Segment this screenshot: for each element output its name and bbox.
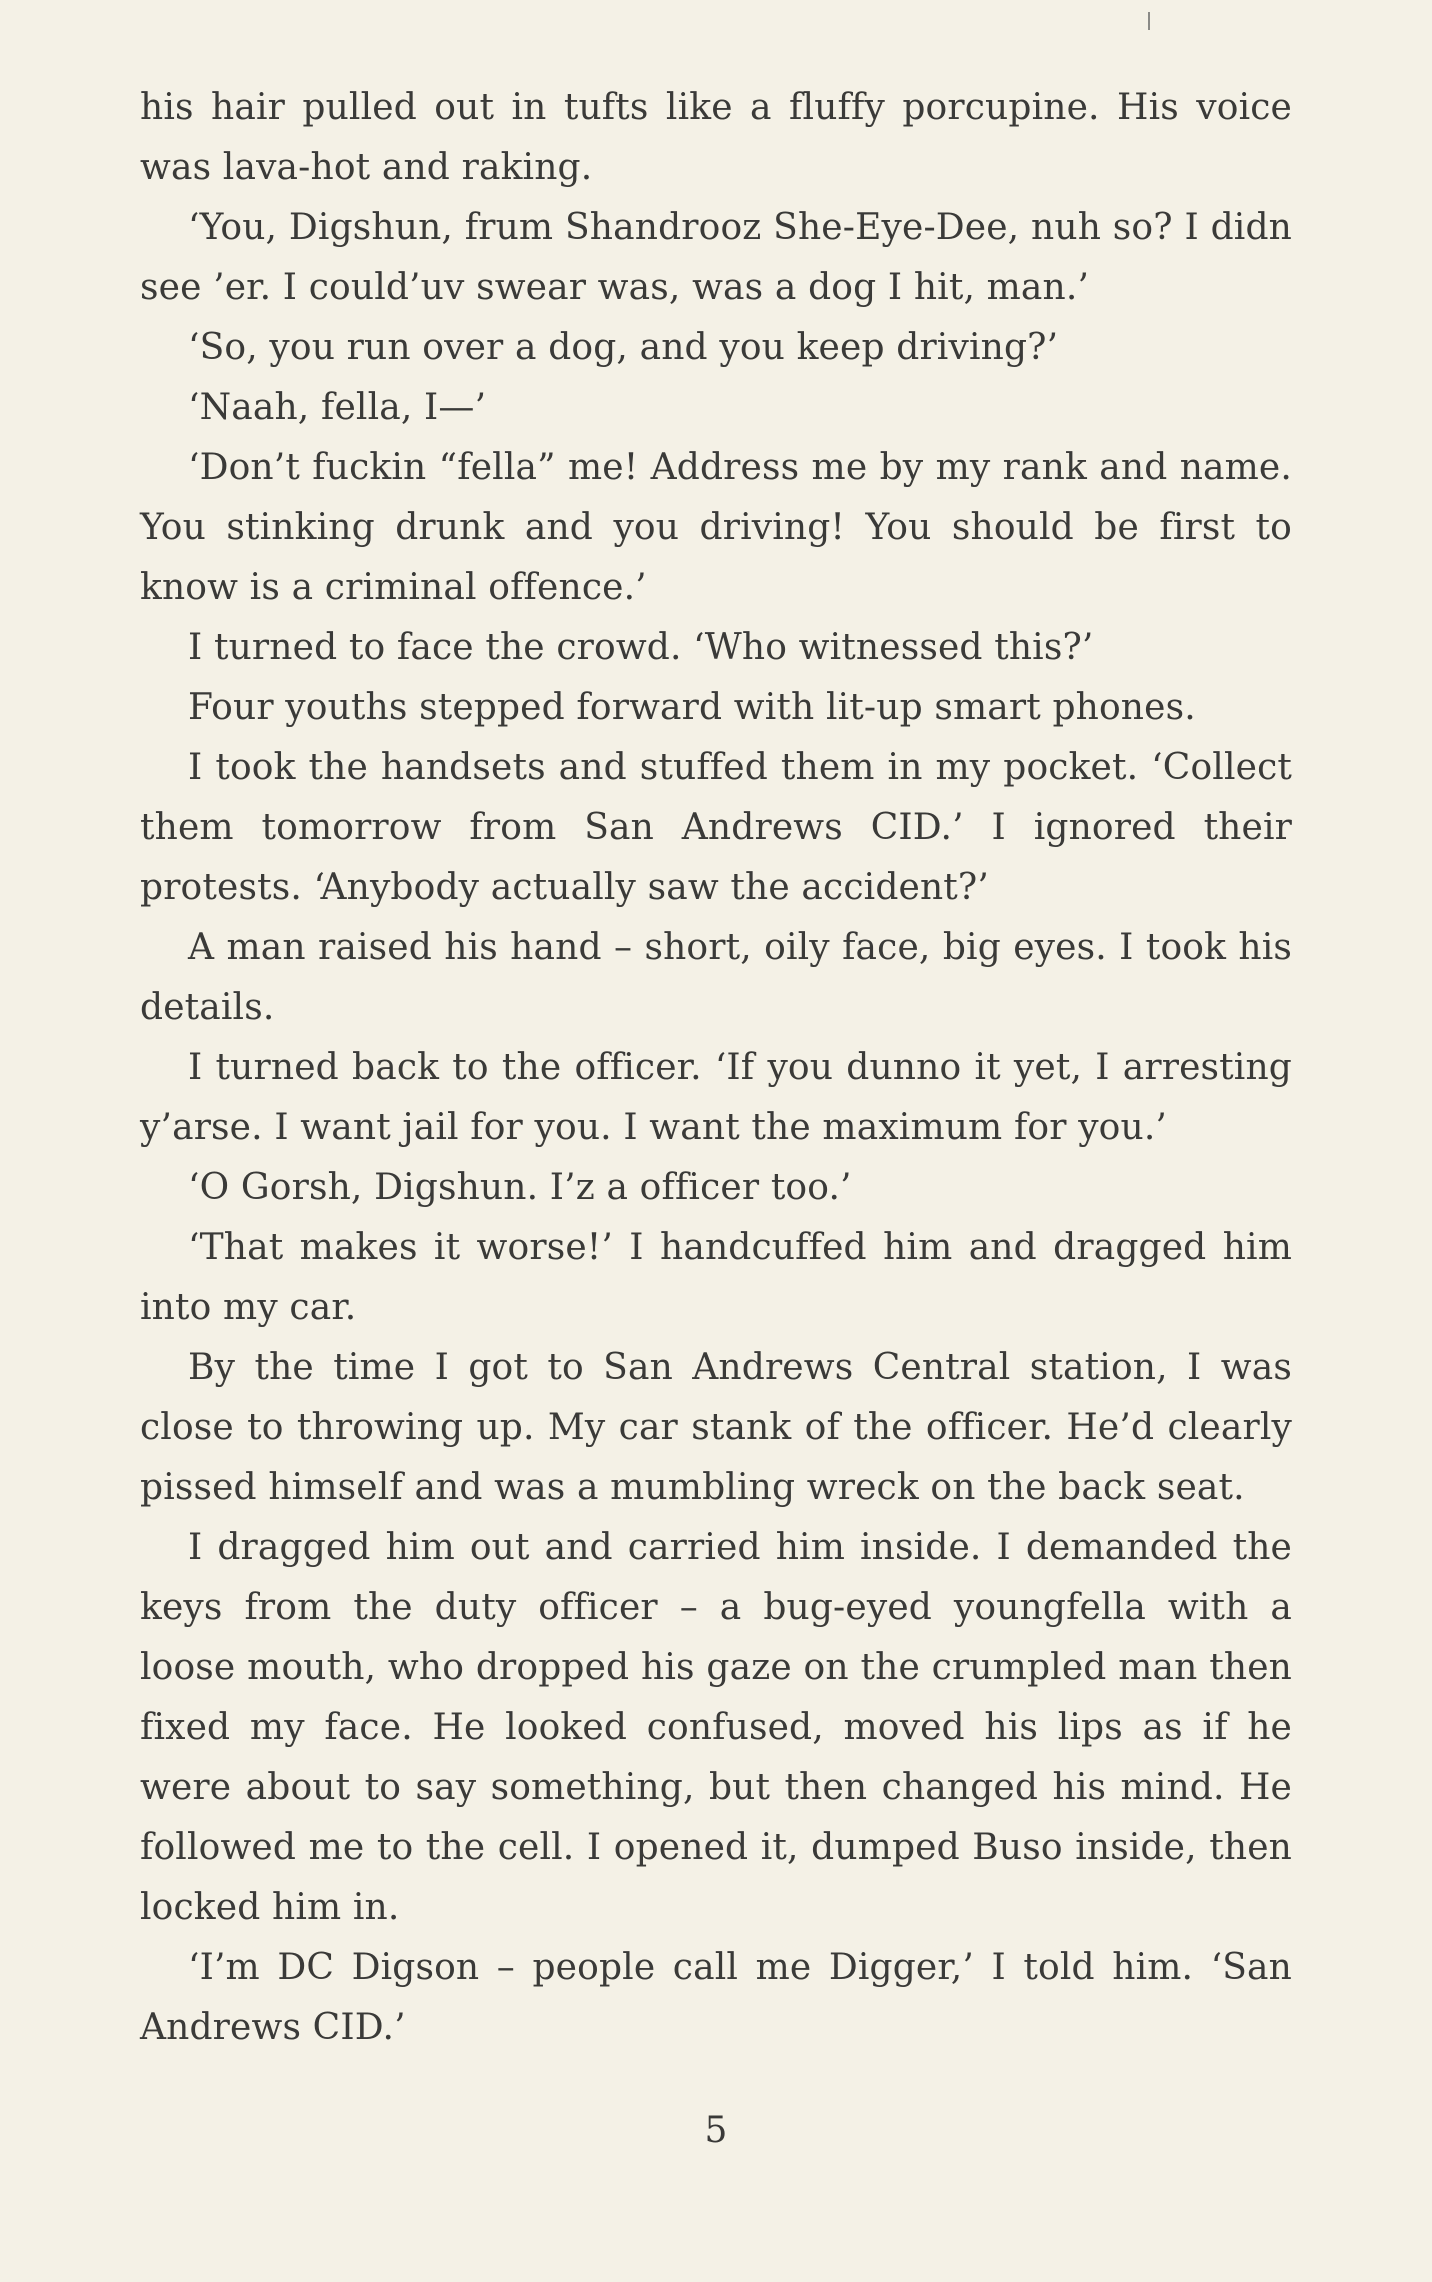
paragraph: ‘I’m DC Digson – people call me Digger,’ I told him. ‘San Andrews CID.’ <box>140 1947 1292 2048</box>
paragraph: ‘O Gorsh, Digshun. I’z a officer too.’ <box>188 1167 852 1208</box>
paragraph: I took the handsets and stuffed them in my pocket. ‘Collect them tomorrow from San Andrews CID.’ I ignored their protests. ‘Anybody actually saw the accident?’ <box>140 747 1292 908</box>
scan-mark <box>1148 12 1150 30</box>
body-text <box>140 78 1292 2058</box>
paragraph: ‘Naah, fella, I—’ <box>188 387 487 428</box>
paragraph: I turned to face the crowd. ‘Who witnessed this?’ <box>188 627 1094 668</box>
paragraph: I dragged him out and carried him inside. I demanded the keys from the duty officer – a bug-eyed youngfella with a loose mouth, who dropped his gaze on the crumpled man then fixed my face. He looked confused, moved his lips as if he were about to say something, but then changed his mind. He followed me to the cell. I opened it, dumped Buso inside, then locked him in. <box>140 1527 1292 1928</box>
paragraph: ‘That makes it worse!’ I handcuffed him and dragged him into my car. <box>140 1227 1292 1328</box>
paragraph: ‘You, Digshun, frum Shandrooz She-Eye-Dee, nuh so? I didn see ’er. I could’uv swear was, was a dog I hit, man.’ <box>140 207 1292 308</box>
paragraph: By the time I got to San Andrews Central station, I was close to throwing up. My car stank of the officer. He’d clearly pissed himself and was a mumbling wreck on the back seat. <box>140 1347 1292 1508</box>
paragraph: A man raised his hand – short, oily face, big eyes. I took his details. <box>140 927 1292 1028</box>
paragraph: I turned back to the officer. ‘If you dunno it yet, I arresting y’arse. I want jail for you. I want the maximum for you.’ <box>140 1047 1292 1148</box>
paragraph: ‘So, you run over a dog, and you keep driving?’ <box>188 327 1059 368</box>
paragraph: his hair pulled out in tufts like a fluffy porcupine. His voice was lava-hot and raking. <box>140 87 1292 188</box>
page-number: 5 <box>704 2110 728 2151</box>
paragraph: ‘Don’t fuckin “fella” me! Address me by my rank and name. You stinking drunk and you driving! You should be first to know is a criminal offence.’ <box>140 447 1292 608</box>
paragraph: Four youths stepped forward with lit-up smart phones. <box>188 687 1196 728</box>
